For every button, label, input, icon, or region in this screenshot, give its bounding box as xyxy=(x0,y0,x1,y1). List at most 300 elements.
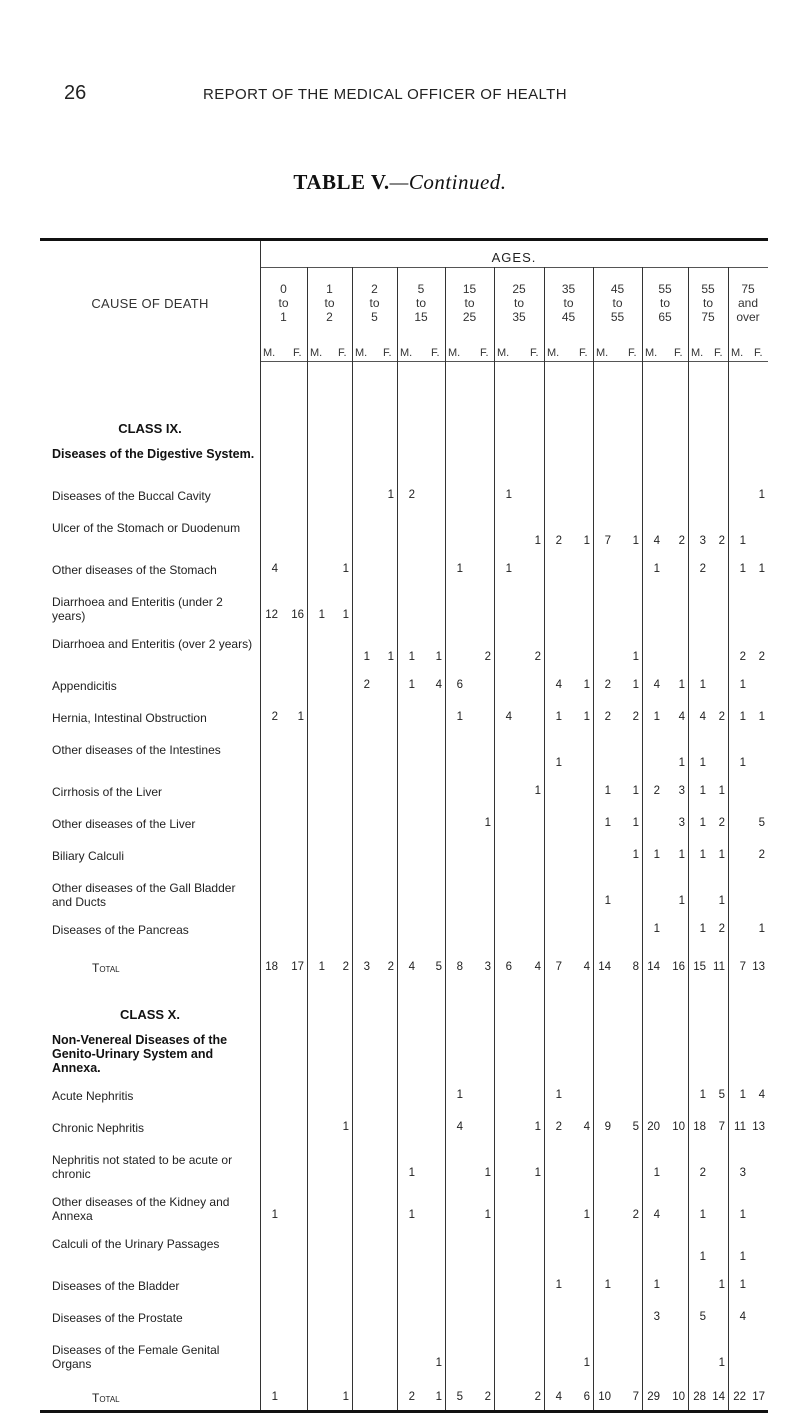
count-cell: 1 xyxy=(718,1357,725,1369)
sex-header-male: M. xyxy=(448,347,461,359)
age-band-to: 1 xyxy=(280,310,287,324)
total-cell: 6 xyxy=(583,1391,590,1403)
age-band-to-word: to xyxy=(324,296,335,310)
count-cell: 1 xyxy=(678,849,685,861)
total-cell: 14 xyxy=(712,1391,725,1403)
cause-label-text: Hernia, Intestinal Obstruction xyxy=(52,711,207,725)
cause-label-text: Calculi of the Urinary Passages xyxy=(52,1237,220,1251)
cause-label xyxy=(52,1311,257,1325)
count-cell: 1 xyxy=(456,563,463,575)
total-cell: 2 xyxy=(408,1391,415,1403)
age-band-from: 1 xyxy=(326,282,333,296)
count-cell: 1 xyxy=(484,1167,491,1179)
count-cell: 5 xyxy=(632,1121,639,1133)
cause-label-text: Other diseases of the Liver xyxy=(52,817,196,831)
total-cell: 7 xyxy=(739,961,746,973)
count-cell: 1 xyxy=(758,711,765,723)
cause-label xyxy=(52,785,257,799)
age-band-from: 15 xyxy=(462,282,477,296)
count-cell: 2 xyxy=(718,711,725,723)
sex-header-male: M. xyxy=(355,347,368,359)
age-band-header xyxy=(544,282,593,324)
count-cell: 1 xyxy=(484,817,491,829)
count-cell: 1 xyxy=(555,1279,562,1291)
cause-label xyxy=(52,679,257,693)
count-cell: 1 xyxy=(583,535,590,547)
count-cell: 1 xyxy=(632,679,639,691)
count-cell: 1 xyxy=(632,535,639,547)
table-title xyxy=(0,170,800,195)
age-band-header xyxy=(642,282,688,324)
age-band-to: 55 xyxy=(610,310,625,324)
sex-header-male: M. xyxy=(310,347,323,359)
count-cell: 1 xyxy=(678,679,685,691)
column-rule xyxy=(307,267,308,1410)
cause-label xyxy=(52,1237,257,1251)
total-cell: 13 xyxy=(752,961,765,973)
count-cell: 1 xyxy=(632,817,639,829)
total-cell: 10 xyxy=(672,1391,685,1403)
count-cell: 2 xyxy=(555,535,562,547)
count-cell: 1 xyxy=(583,1209,590,1221)
count-cell: 7 xyxy=(604,535,611,547)
count-cell: 1 xyxy=(739,1251,746,1263)
total-cell: 1 xyxy=(318,961,325,973)
total-cell: 17 xyxy=(752,1391,765,1403)
column-rule xyxy=(728,267,729,1410)
count-cell: 1 xyxy=(318,609,325,621)
cause-label-text: Diarrhoea and Enteritis (over 2 years) xyxy=(52,637,253,651)
count-cell: 2 xyxy=(718,923,725,935)
count-cell: 1 xyxy=(678,895,685,907)
total-cell: 1 xyxy=(435,1391,442,1403)
count-cell: 1 xyxy=(534,785,541,797)
count-cell: 1 xyxy=(363,651,370,663)
count-cell: 1 xyxy=(342,609,349,621)
count-cell: 4 xyxy=(583,1121,590,1133)
sex-header-female: F. xyxy=(530,347,539,359)
column-rule xyxy=(593,267,594,1410)
count-cell: 1 xyxy=(699,1209,706,1221)
age-band-header xyxy=(593,282,642,324)
total-cell: 7 xyxy=(632,1391,639,1403)
total-cell: 3 xyxy=(363,961,370,973)
count-cell: 1 xyxy=(718,895,725,907)
count-cell: 1 xyxy=(653,923,660,935)
sex-header-female: F. xyxy=(293,347,302,359)
age-band-header xyxy=(307,282,352,324)
cause-label xyxy=(52,637,257,651)
count-cell: 1 xyxy=(699,817,706,829)
count-cell: 4 xyxy=(456,1121,463,1133)
count-cell: 2 xyxy=(271,711,278,723)
table-title-lead: TABLE V. xyxy=(293,170,390,194)
cause-of-death-header: CAUSE OF DEATH xyxy=(91,296,209,311)
age-band-header xyxy=(728,282,768,324)
cause-label-text: Biliary Calculi xyxy=(52,849,125,863)
count-cell: 1 xyxy=(718,1279,725,1291)
count-cell: 6 xyxy=(456,679,463,691)
age-band-to: 5 xyxy=(371,310,378,324)
age-band-to: 25 xyxy=(462,310,477,324)
count-cell: 4 xyxy=(699,711,706,723)
count-cell: 2 xyxy=(718,535,725,547)
cause-label xyxy=(52,711,257,725)
age-band-to: 2 xyxy=(326,310,333,324)
cause-label-text: Other diseases of the Gall Bladder and Ducts xyxy=(52,881,236,909)
cause-label-text: Chronic Nephritis xyxy=(52,1121,145,1135)
count-cell: 2 xyxy=(555,1121,562,1133)
total-cell: 16 xyxy=(672,961,685,973)
cause-label-text: Other diseases of the Intestines xyxy=(52,743,221,757)
column-rule xyxy=(642,267,643,1410)
total-cell: 8 xyxy=(456,961,463,973)
count-cell: 1 xyxy=(718,785,725,797)
cause-label-text: Ulcer of the Stomach or Duodenum xyxy=(52,521,241,535)
ages-header: AGES. xyxy=(491,250,537,265)
count-cell: 2 xyxy=(678,535,685,547)
count-cell: 2 xyxy=(739,651,746,663)
count-cell: 2 xyxy=(699,1167,706,1179)
cause-label-text: Other diseases of the Stomach xyxy=(52,563,217,577)
count-cell: 1 xyxy=(739,757,746,769)
count-cell: 1 xyxy=(435,651,442,663)
group-heading: Non-Venereal Diseases of the Genito-Urinary System and Annexa. xyxy=(52,1033,228,1075)
cause-label xyxy=(52,1279,257,1293)
count-cell: 3 xyxy=(739,1167,746,1179)
count-cell: 1 xyxy=(342,563,349,575)
age-band-to: 35 xyxy=(512,310,526,324)
age-band-to-word: to xyxy=(369,296,380,310)
ages-rule xyxy=(260,267,768,268)
count-cell: 1 xyxy=(456,1089,463,1101)
count-cell: 1 xyxy=(758,489,765,501)
total-cell: 3 xyxy=(484,961,491,973)
total-cell: 14 xyxy=(598,961,611,973)
count-cell: 4 xyxy=(653,1209,660,1221)
cause-label-text: Diseases of the Bladder xyxy=(52,1279,180,1293)
count-cell: 1 xyxy=(739,1089,746,1101)
count-cell: 1 xyxy=(271,1209,278,1221)
count-cell: 1 xyxy=(583,1357,590,1369)
total-cell: 2 xyxy=(484,1391,491,1403)
page-header xyxy=(0,82,800,112)
age-band-header xyxy=(352,282,397,324)
count-cell: 7 xyxy=(718,1121,725,1133)
cause-label-text: Total xyxy=(92,1391,120,1405)
column-rule xyxy=(260,241,261,1410)
count-cell: 1 xyxy=(534,535,541,547)
count-cell: 1 xyxy=(653,1279,660,1291)
cause-label xyxy=(52,817,257,831)
count-cell: 2 xyxy=(408,489,415,501)
cause-label xyxy=(52,489,257,503)
count-cell: 1 xyxy=(739,535,746,547)
total-cell: 22 xyxy=(733,1391,746,1403)
cause-label-text: Diseases of the Pancreas xyxy=(52,923,189,937)
cause-label xyxy=(52,521,257,535)
sex-header-female: F. xyxy=(754,347,763,359)
cause-label-text: Acute Nephritis xyxy=(52,1089,134,1103)
count-cell: 2 xyxy=(758,651,765,663)
age-band-header xyxy=(260,282,307,324)
count-cell: 1 xyxy=(758,923,765,935)
count-cell: 12 xyxy=(265,609,278,621)
age-band-from: 5 xyxy=(417,282,425,296)
age-band-to-word: to xyxy=(415,296,426,310)
column-rule xyxy=(352,267,353,1410)
total-cell: 6 xyxy=(505,961,512,973)
count-cell: 1 xyxy=(555,1089,562,1101)
total-cell: 7 xyxy=(555,961,562,973)
group-heading: Diseases of the Digestive System. xyxy=(52,447,255,461)
cause-label-text: Diarrhoea and Enteritis (under 2 years) xyxy=(52,595,223,623)
count-cell: 1 xyxy=(555,711,562,723)
age-band-from: 25 xyxy=(512,282,526,296)
count-cell: 4 xyxy=(435,679,442,691)
sex-header-male: M. xyxy=(547,347,560,359)
count-cell: 4 xyxy=(653,535,660,547)
age-band-to: 65 xyxy=(658,310,672,324)
count-cell: 9 xyxy=(604,1121,611,1133)
sex-header-female: F. xyxy=(579,347,588,359)
total-cell: 17 xyxy=(291,961,304,973)
count-cell: 2 xyxy=(604,711,611,723)
count-cell: 1 xyxy=(456,711,463,723)
count-cell: 1 xyxy=(739,1279,746,1291)
total-cell: 1 xyxy=(342,1391,349,1403)
total-cell: 15 xyxy=(693,961,706,973)
cause-label xyxy=(52,881,257,909)
count-cell: 2 xyxy=(632,711,639,723)
age-band-header xyxy=(688,282,728,324)
count-cell: 13 xyxy=(752,1121,765,1133)
count-cell: 1 xyxy=(505,489,512,501)
count-cell: 1 xyxy=(484,1209,491,1221)
sex-header-female: F. xyxy=(714,347,723,359)
total-cell: 29 xyxy=(647,1391,660,1403)
age-band-to: 75 xyxy=(701,310,715,324)
count-cell: 1 xyxy=(534,1121,541,1133)
count-cell: 1 xyxy=(408,1209,415,1221)
cause-label xyxy=(52,563,257,577)
age-band-to-word: to xyxy=(563,296,574,310)
cause-label-text: Other diseases of the Kidney and Annexa xyxy=(52,1195,230,1223)
column-rule xyxy=(544,267,545,1410)
cause-label xyxy=(52,1089,257,1103)
total-cell: 28 xyxy=(693,1391,706,1403)
count-cell: 4 xyxy=(739,1311,746,1323)
count-cell: 3 xyxy=(678,785,685,797)
count-cell: 1 xyxy=(408,679,415,691)
age-band-from: 45 xyxy=(610,282,625,296)
total-cell: 5 xyxy=(456,1391,463,1403)
count-cell: 1 xyxy=(604,895,611,907)
count-cell: 18 xyxy=(693,1121,706,1133)
count-cell: 1 xyxy=(653,711,660,723)
cause-label xyxy=(52,1343,257,1371)
age-band-to: 15 xyxy=(414,310,428,324)
cause-label-text: Cirrhosis of the Liver xyxy=(52,785,163,799)
total-cell: 2 xyxy=(387,961,394,973)
sex-header-male: M. xyxy=(400,347,413,359)
sex-header-female: F. xyxy=(674,347,683,359)
sex-header-female: F. xyxy=(431,347,440,359)
count-cell: 2 xyxy=(632,1209,639,1221)
age-band-from: 55 xyxy=(658,282,672,296)
count-cell: 10 xyxy=(672,1121,685,1133)
total-cell: 4 xyxy=(555,1391,562,1403)
total-cell: 4 xyxy=(534,961,541,973)
age-band-header xyxy=(494,282,544,324)
total-cell: 18 xyxy=(265,961,278,973)
count-cell: 2 xyxy=(534,651,541,663)
total-cell: 10 xyxy=(598,1391,611,1403)
count-cell: 2 xyxy=(484,651,491,663)
sex-header-male: M. xyxy=(691,347,704,359)
count-cell: 3 xyxy=(678,817,685,829)
running-title: REPORT OF THE MEDICAL OFFICER OF HEALTH xyxy=(203,86,567,103)
class-heading: CLASS IX. xyxy=(118,421,182,436)
age-band-from: 0 xyxy=(280,282,287,296)
sex-header-male: M. xyxy=(731,347,744,359)
cause-label xyxy=(52,849,257,863)
age-band-to-word: to xyxy=(278,296,289,310)
count-cell: 5 xyxy=(699,1311,706,1323)
cause-label-text: Appendicitis xyxy=(52,679,117,693)
sex-header-male: M. xyxy=(645,347,658,359)
count-cell: 1 xyxy=(678,757,685,769)
count-cell: 1 xyxy=(699,1251,706,1263)
sex-header-female: F. xyxy=(383,347,392,359)
count-cell: 1 xyxy=(632,651,639,663)
cause-label-text: Diseases of the Female Genital Organs xyxy=(52,1343,220,1371)
count-cell: 1 xyxy=(408,1167,415,1179)
column-rule xyxy=(688,267,689,1410)
count-cell: 4 xyxy=(505,711,512,723)
count-cell: 3 xyxy=(699,535,706,547)
sex-header-female: F. xyxy=(338,347,347,359)
count-cell: 1 xyxy=(653,563,660,575)
sex-header-male: M. xyxy=(497,347,510,359)
table-top-rule xyxy=(40,238,768,241)
count-cell: 1 xyxy=(604,1279,611,1291)
age-band-to: 45 xyxy=(561,310,576,324)
total-cell: 1 xyxy=(271,1391,278,1403)
count-cell: 1 xyxy=(555,757,562,769)
age-band-to: over xyxy=(736,310,760,324)
count-cell: 20 xyxy=(647,1121,660,1133)
count-cell: 4 xyxy=(758,1089,765,1101)
total-cell: 8 xyxy=(632,961,639,973)
count-cell: 1 xyxy=(342,1121,349,1133)
count-cell: 1 xyxy=(297,711,304,723)
sex-header-male: M. xyxy=(263,347,276,359)
total-cell: 4 xyxy=(408,961,415,973)
total-cell: 5 xyxy=(435,961,442,973)
count-cell: 4 xyxy=(678,711,685,723)
total-cell: 2 xyxy=(342,961,349,973)
count-cell: 1 xyxy=(604,817,611,829)
age-band-to-word: to xyxy=(612,296,623,310)
age-band-from: 55 xyxy=(701,282,715,296)
age-band-header xyxy=(445,282,494,324)
count-cell: 4 xyxy=(653,679,660,691)
count-cell: 5 xyxy=(718,1089,725,1101)
cause-label xyxy=(52,1195,257,1223)
count-cell: 1 xyxy=(699,849,706,861)
cause-label xyxy=(52,1153,257,1181)
sex-header-female: F. xyxy=(480,347,489,359)
cause-label-text: Nephritis not stated to be acute or chronic xyxy=(52,1153,233,1181)
age-band-to-word: to xyxy=(659,296,670,310)
count-cell: 1 xyxy=(632,849,639,861)
count-cell: 1 xyxy=(435,1357,442,1369)
count-cell: 2 xyxy=(758,849,765,861)
age-band-header xyxy=(397,282,445,324)
column-rule xyxy=(397,267,398,1410)
age-band-from: 75 xyxy=(741,282,755,296)
cause-label-text: Diseases of the Prostate xyxy=(52,1311,183,1325)
count-cell: 1 xyxy=(505,563,512,575)
count-cell: 1 xyxy=(387,489,394,501)
count-cell: 1 xyxy=(653,1167,660,1179)
count-cell: 1 xyxy=(699,679,706,691)
count-cell: 1 xyxy=(699,785,706,797)
count-cell: 16 xyxy=(291,609,304,621)
cause-label-text: Diseases of the Buccal Cavity xyxy=(52,489,211,503)
total-cell: 4 xyxy=(583,961,590,973)
count-cell: 1 xyxy=(699,757,706,769)
count-cell: 2 xyxy=(653,785,660,797)
count-cell: 11 xyxy=(734,1121,746,1133)
cause-label xyxy=(52,1121,257,1135)
age-band-from: 35 xyxy=(561,282,576,296)
total-cell: 11 xyxy=(713,961,725,973)
count-cell: 1 xyxy=(739,1209,746,1221)
cause-label xyxy=(52,923,257,937)
count-cell: 1 xyxy=(534,1167,541,1179)
count-cell: 5 xyxy=(758,817,765,829)
cause-label-text: Total xyxy=(92,961,120,975)
count-cell: 1 xyxy=(739,711,746,723)
age-band-from: 2 xyxy=(371,282,378,296)
sex-header-rule xyxy=(260,361,768,362)
count-cell: 2 xyxy=(718,817,725,829)
total-cell: 2 xyxy=(534,1391,541,1403)
count-cell: 1 xyxy=(699,923,706,935)
count-cell: 1 xyxy=(604,785,611,797)
page-number: 26 xyxy=(64,82,87,104)
count-cell: 1 xyxy=(583,711,590,723)
sex-header-male: M. xyxy=(596,347,609,359)
count-cell: 1 xyxy=(758,563,765,575)
count-cell: 4 xyxy=(271,563,278,575)
count-cell: 2 xyxy=(363,679,370,691)
total-cell: 14 xyxy=(647,961,660,973)
age-band-to-word: and xyxy=(737,296,759,310)
age-band-to-word: to xyxy=(464,296,475,310)
column-rule xyxy=(445,267,446,1410)
count-cell: 1 xyxy=(653,849,660,861)
count-cell: 1 xyxy=(739,679,746,691)
count-cell: 3 xyxy=(653,1311,660,1323)
count-cell: 1 xyxy=(632,785,639,797)
class-heading: CLASS X. xyxy=(120,1007,180,1022)
sex-header-female: F. xyxy=(628,347,637,359)
count-cell: 1 xyxy=(718,849,725,861)
table-title-suffix: —Continued. xyxy=(389,170,507,194)
